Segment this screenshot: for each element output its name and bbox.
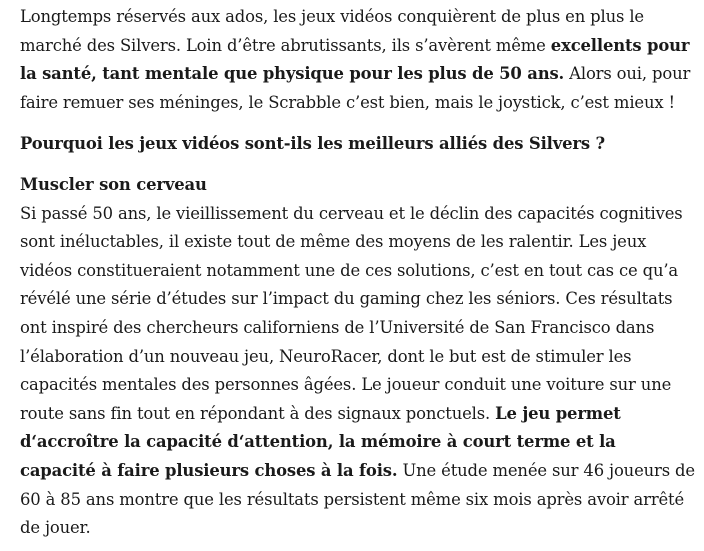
subsection-paragraph [20,200,696,543]
subsection-text-start: Si passé 50 ans, le vieillissement du cerveau et le déclin des capacités cognitives sont inéluctables, il existe tout de même des moyens de les ralentir. Les jeux vidéos constitueraient notamment une de ces solutions, c’est en tout cas ce qu’a révélé une série d’études sur l’impact du gaming chez les séniors. Ces résultats ont inspiré des chercheurs californiens de l’Université de San Francisco dans l’élaboration d’un nouveau jeu, NeuroRacer, dont le but est de stimuler les capacités mentales des personnes âgées. Le joueur conduit une voiture sur une route sans fin tout en répondant à des signaux ponctuels. [20,203,683,423]
subsection-heading: Muscler son cerveau [20,174,207,194]
intro-text-start: Longtemps réservés aux ados, les jeux vidéos conquièrent de plus en plus le marché des Silvers. Loin d’être abrutissants, ils s’avèrent même [20,7,644,55]
intro-paragraph [20,3,696,117]
subsection-text-end: Une étude menée sur 46 joueurs de 60 à 85 ans montre que les résultats persistent même six mois après avoir arrêté de jouer. [20,460,695,538]
section-question-heading: Pourquoi les jeux vidéos sont-ils les meilleurs alliés des Silvers ? [20,134,605,154]
article-body [20,3,696,543]
intro-text-end: Alors oui, pour faire remuer ses méninges, le Scrabble c’est bien, mais le joystick, c’est mieux ! [20,64,691,112]
subsection-highlight: Le jeu permet d‘accroître la capacité d‘attention, la mémoire à court terme et la capacité à faire plusieurs choses à la fois. [20,403,621,480]
intro-highlight: excellents pour la santé, tant mentale que physique pour les plus de 50 ans. [20,35,690,84]
